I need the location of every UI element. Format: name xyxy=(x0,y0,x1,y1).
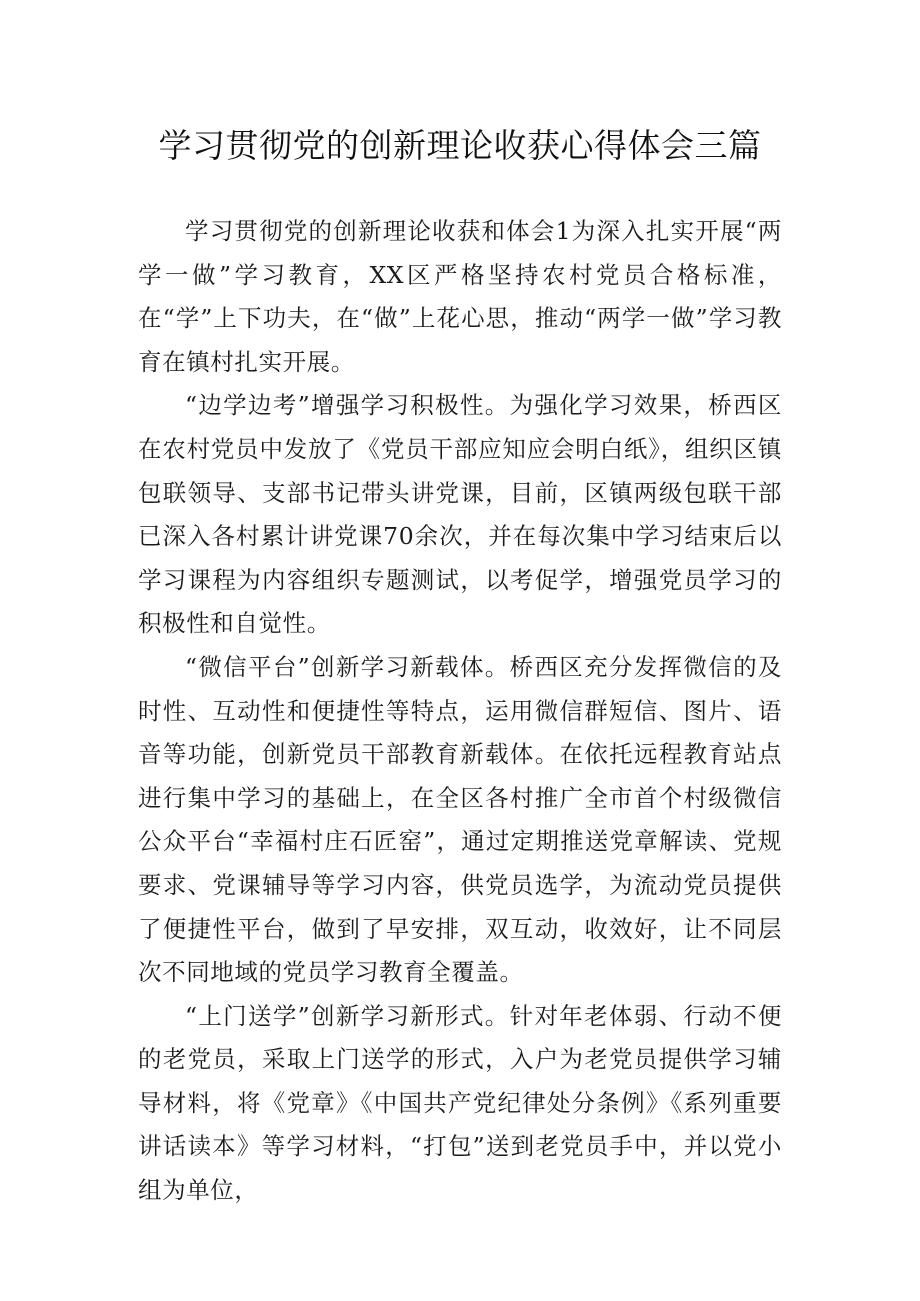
paragraph-learn-and-test: “边学边考”增强学习积极性。为强化学习效果，桥西区在农村党员中发放了《党员干部应知应会明白纸》，组织区镇包联领导、支部书记带头讲党课，目前，区镇两级包联干部已深入各村累计讲党课70余次，并在每次集中学习结束后以学习课程为内容组织专题测试，以考促学，增强党员学习的积极性和自觉性。 xyxy=(138,391,782,638)
document-title: 学习贯彻党的创新理论收获心得体会三篇 xyxy=(158,126,762,165)
paragraph-wechat-platform: “微信平台”创新学习新载体。桥西区充分发挥微信的及时性、互动性和便捷性等特点，运用微信群短信、图片、语音等功能，创新党员干部教育新载体。在依托远程教育站点进行集中学习的基础上，在全区各村推广全市首个村级微信公众平台“幸福村庄石匠窑”，通过定期推送党章解读、党规要求、党课辅导等学习内容，供党员选学，为流动党员提供了便捷性平台，做到了早安排，双互动，收效好，让不同层次不同地域的党员学习教育全覆盖。 xyxy=(138,652,782,987)
paragraph-intro: 学习贯彻党的创新理论收获和体会1为深入扎实开展“两学一做”学习教育，XX区严格坚持农村党员合格标准，在“学”上下功夫，在“做”上花心思，推动“两学一做”学习教育在镇村扎实开展。 xyxy=(138,217,782,376)
document-body xyxy=(138,210,782,1213)
paragraph-door-to-door: “上门送学”创新学习新形式。针对年老体弱、行动不便的老党员，采取上门送学的形式，入户为老党员提供学习辅导材料，将《党章》《中国共产党纪律处分条例》《系列重要讲话读本》等学习材料，“打包”送到老党员手中，并以党小组为单位， xyxy=(138,1001,782,1205)
